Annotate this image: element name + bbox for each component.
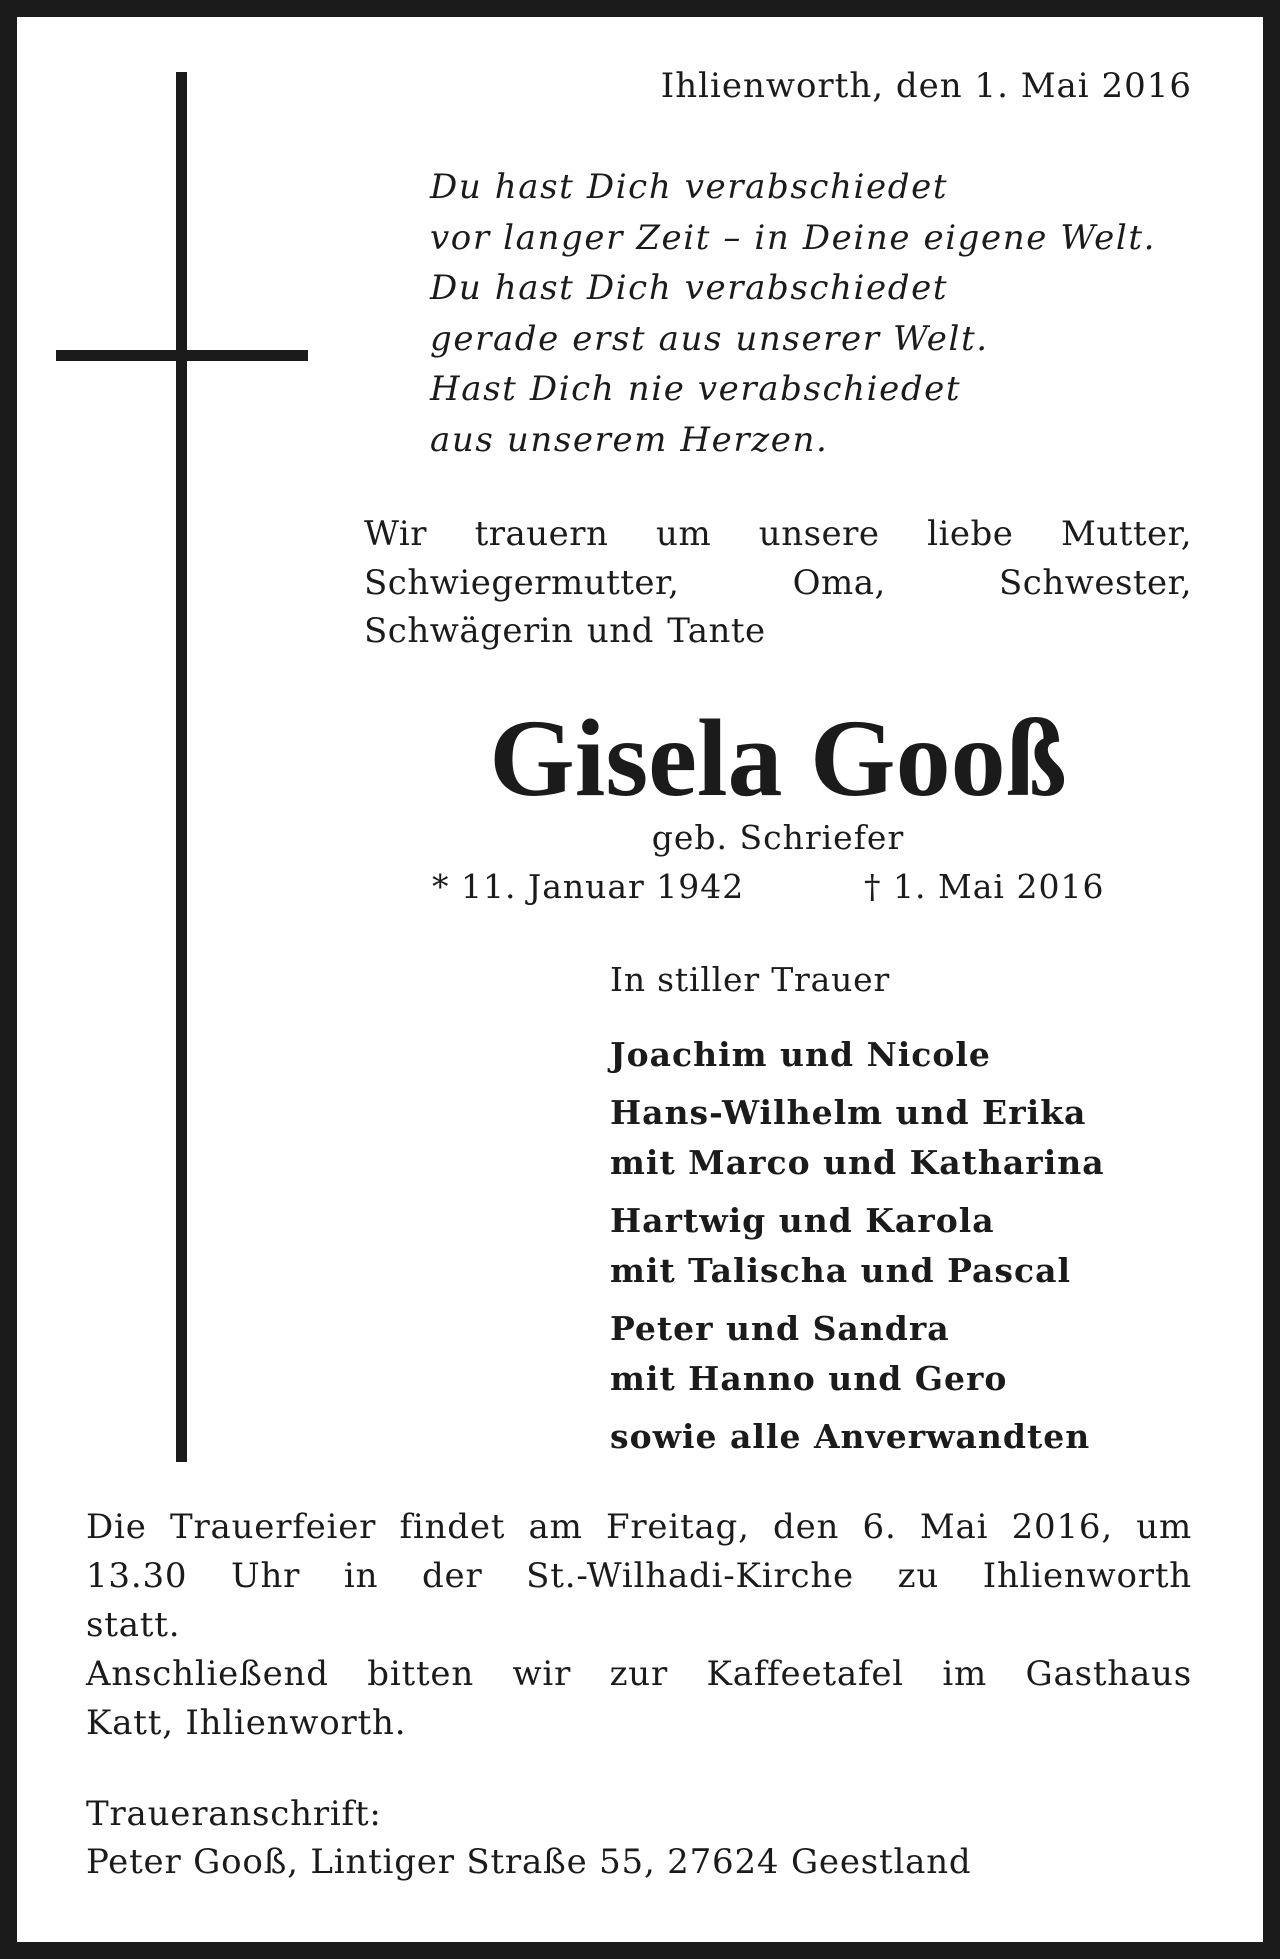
poem-line: vor langer Zeit – in Deine eigene Welt. [430, 217, 1157, 258]
service-line: 13.30 Uhr in der St.-Wilhadi-Kirche zu Ihlienworth [86, 1556, 1192, 1596]
intro-line: Schwiegermutter, Oma, Schwester, [364, 562, 1192, 603]
family-line: Peter und Sandra [610, 1309, 950, 1348]
intro-text [364, 510, 1192, 656]
family-group [610, 1304, 1105, 1404]
poem-line: Hast Dich nie verabschiedet [430, 369, 962, 409]
poem [430, 162, 1156, 465]
family-group [610, 1412, 1105, 1462]
mourning-address [86, 1790, 971, 1886]
poem-line: Du hast Dich verabschiedet [430, 167, 949, 207]
intro-line: Schwägerin und Tante [364, 611, 766, 651]
intro-line: Wir trauern um unsere liebe Mutter, [364, 514, 1192, 554]
family-group [610, 1030, 1105, 1080]
poem-line: gerade erst aus unserer Welt. [430, 318, 989, 359]
family-group [610, 1196, 1105, 1296]
family-line: mit Hanno und Gero [610, 1359, 1008, 1398]
birth-name: geb. Schriefer [651, 818, 905, 857]
service-info [86, 1503, 1192, 1748]
family-line: sowie alle Anverwandten [610, 1417, 1091, 1456]
family-list [610, 1030, 1105, 1470]
family-group [610, 1088, 1105, 1188]
death-date: † 1. Mai 2016 [864, 867, 1105, 906]
address-value: Peter Gooß, Lintiger Straße 55, 27624 Geestland [86, 1842, 972, 1882]
poem-line: Du hast Dich verabschiedet [430, 268, 949, 308]
family-line: Joachim und Nicole [610, 1035, 991, 1074]
family-line: mit Talischa und Pascal [610, 1251, 1072, 1290]
address-label: Traueranschrift: [86, 1794, 382, 1834]
mourning-label: In stiller Trauer [610, 960, 891, 999]
service-line: statt. [86, 1605, 181, 1645]
cross-vertical-bar [176, 72, 187, 1462]
birth-date: * 11. Januar 1942 [432, 867, 745, 906]
service-line: Anschließend bitten wir zur Kaffeetafel im Gasthaus [86, 1654, 1192, 1694]
service-line: Katt, Ihlienworth. [86, 1703, 407, 1743]
service-line: Die Trauerfeier findet am Freitag, den 6. Mai 2016, um [86, 1507, 1192, 1547]
place-date: Ihlienworth, den 1. Mai 2016 [660, 66, 1192, 106]
family-line: Hans-Wilhelm und Erika [610, 1093, 1087, 1132]
family-line: mit Marco und Katharina [610, 1143, 1105, 1182]
cross-horizontal-bar [56, 350, 308, 361]
family-line: Hartwig und Karola [610, 1201, 995, 1240]
deceased-name: Gisela Gooß [489, 697, 1067, 819]
poem-line: aus unserem Herzen. [430, 419, 829, 460]
